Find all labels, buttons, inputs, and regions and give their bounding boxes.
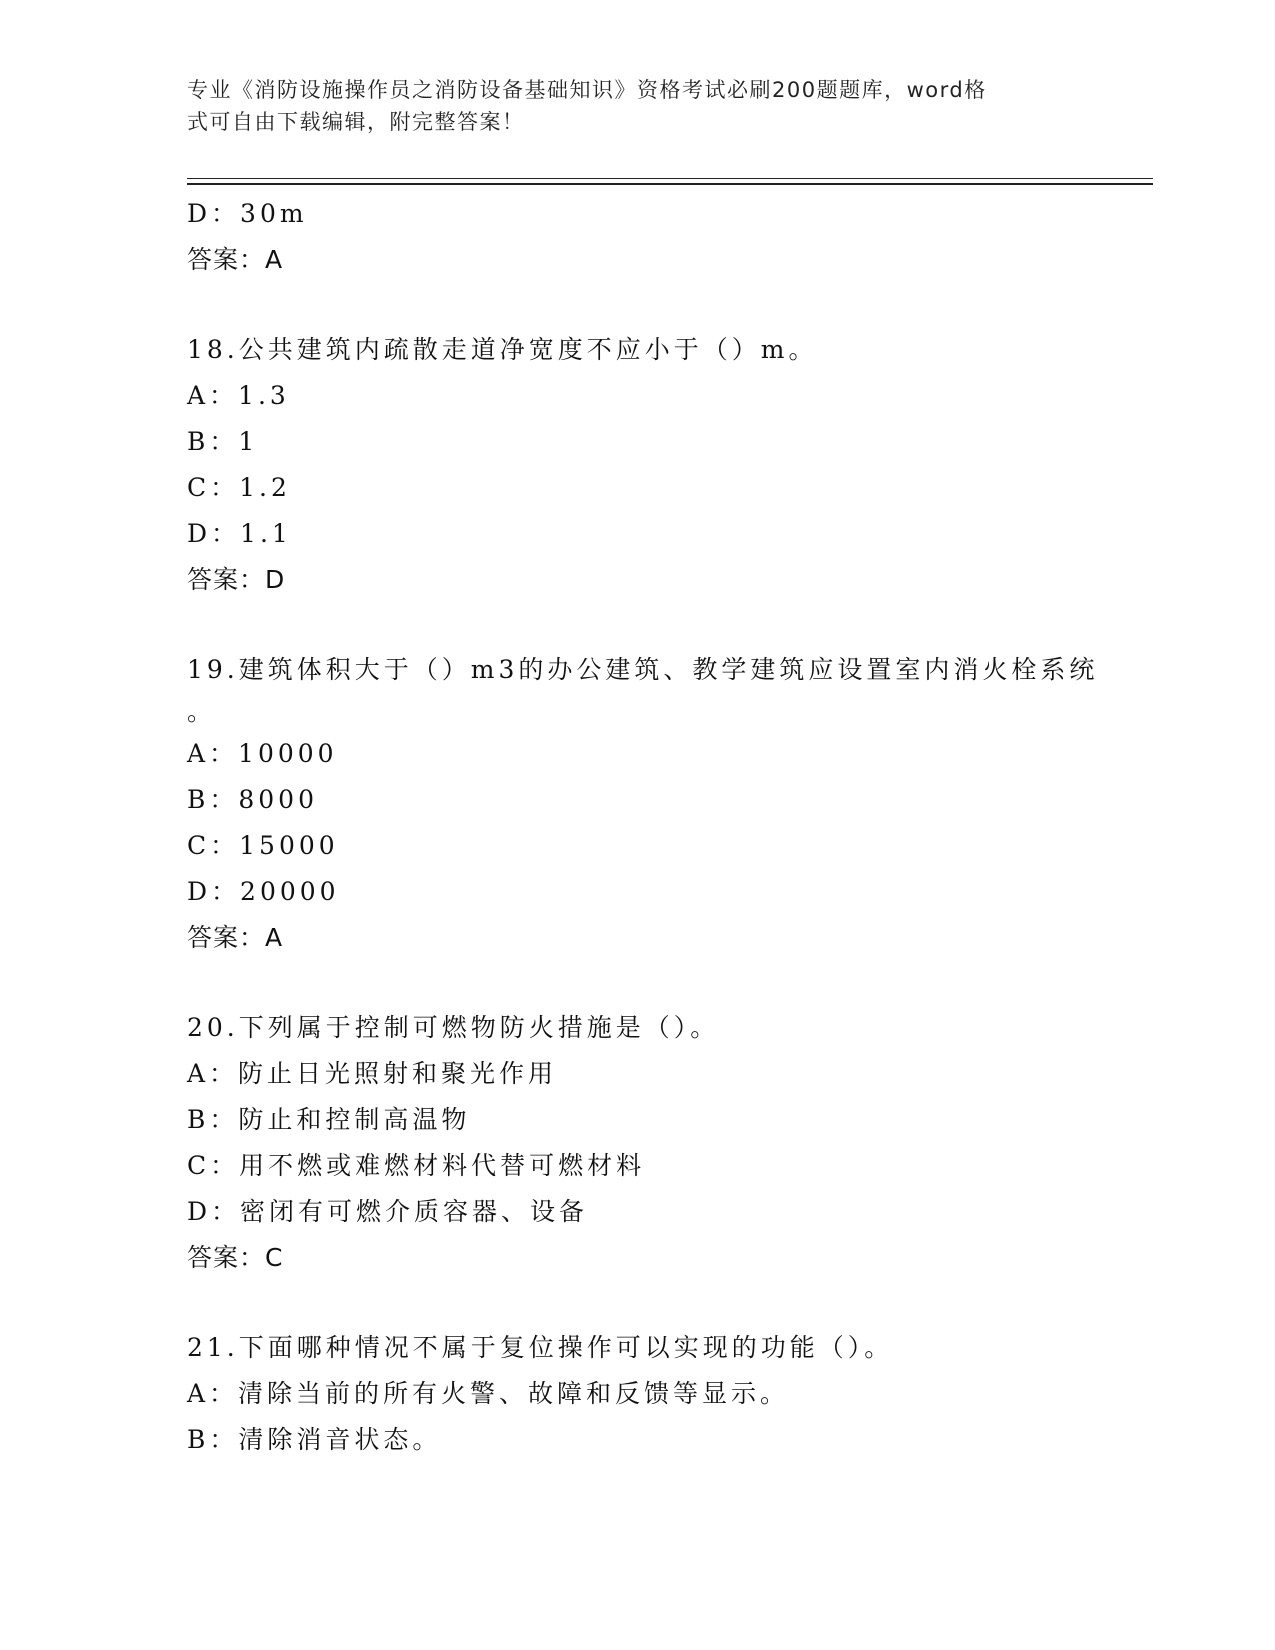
- q19-option-c: C：15000: [187, 831, 339, 860]
- q20-stem: 20.下列属于控制可燃物防火措施是（）。: [187, 1013, 720, 1042]
- q20-option-c: C：用不燃或难燃材料代替可燃材料: [187, 1151, 646, 1180]
- q17-answer: 答案：A: [187, 245, 284, 274]
- header-divider-thin: [187, 178, 1153, 179]
- q18-option-d: D：1.1: [187, 519, 292, 548]
- document-header: [187, 74, 1067, 138]
- q20-option-a: A：防止日光照射和聚光作用: [187, 1059, 558, 1088]
- q19-option-d: D：20000: [187, 877, 340, 906]
- question-list: [187, 191, 1117, 1463]
- q18-option-a: A：1.3: [187, 381, 290, 410]
- q20-option-d: D：密闭有可燃介质容器、设备: [187, 1197, 589, 1226]
- q21-option-b: B：清除消音状态。: [187, 1425, 442, 1454]
- q19-option-b: B：8000: [187, 785, 318, 814]
- q21-stem: 21.下面哪种情况不属于复位操作可以实现的功能（）。: [187, 1333, 894, 1362]
- q19-option-a: A：10000: [187, 739, 338, 768]
- q20-answer: 答案：C: [187, 1243, 284, 1272]
- q20-option-b: B：防止和控制高温物: [187, 1105, 471, 1134]
- q19-stem: 19.建筑体积大于（）m3的办公建筑、教学建筑应设置室内消火栓系统: [187, 655, 1099, 684]
- q17-option-d: D：30m: [187, 199, 308, 228]
- q18-option-b: B：1: [187, 427, 259, 456]
- q18-option-c: C：1.2: [187, 473, 291, 502]
- header-line-1: 专业《消防设施操作员之消防设备基础知识》资格考试必刷200题题库，word格: [187, 78, 987, 102]
- header-divider-thick: [187, 183, 1153, 185]
- q18-answer: 答案：D: [187, 565, 286, 594]
- q19-answer: 答案：A: [187, 923, 284, 952]
- q21-option-a: A：清除当前的所有火警、故障和反馈等显示。: [187, 1379, 790, 1408]
- q19-stem-tail: 。: [187, 697, 217, 726]
- header-line-2: 式可自由下载编辑，附完整答案！: [187, 110, 525, 134]
- q18-stem: 18.公共建筑内疏散走道净宽度不应小于（）m。: [187, 335, 818, 364]
